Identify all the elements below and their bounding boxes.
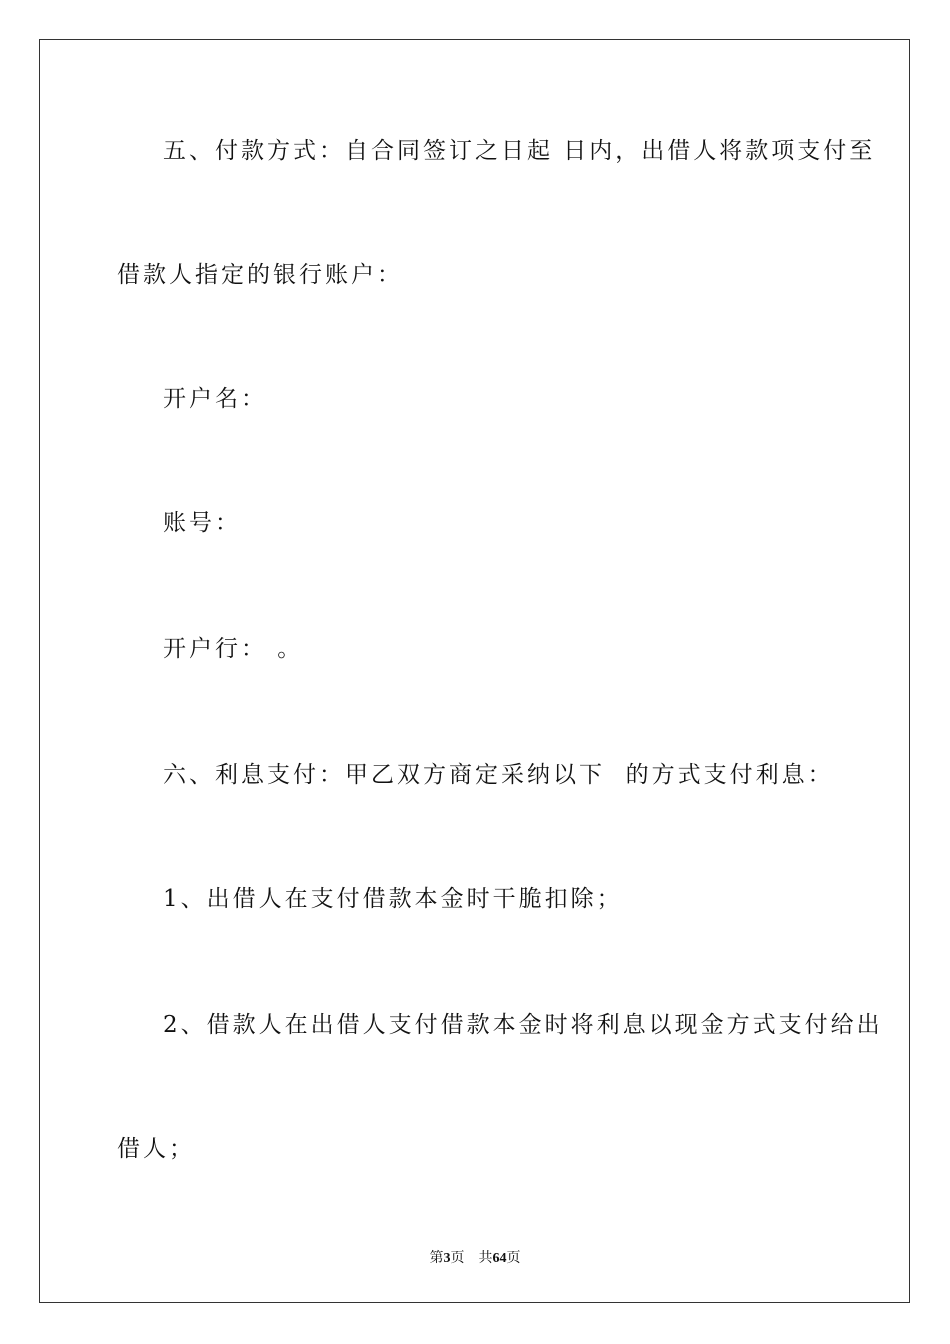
footer-total-suffix: 页 — [506, 1251, 521, 1266]
interest-option-2-continued: 借人； — [117, 1136, 195, 1162]
footer-page-suffix: 页 — [450, 1251, 465, 1266]
account-name-label: 开户名： — [163, 386, 267, 412]
footer-page-prefix: 第 — [429, 1251, 444, 1266]
paragraph-payment-method-continued: 借款人指定的银行账户： — [117, 262, 403, 288]
footer-page-number: 3 — [443, 1251, 451, 1266]
interest-option-2: 2、借款人在出借人支付借款本金时将利息以现金方式支付给出 — [163, 1012, 883, 1038]
page-footer — [0, 1247, 950, 1267]
interest-option-1: 1、出借人在支付借款本金时干脆扣除； — [163, 886, 623, 912]
account-number-label: 账号： — [163, 510, 241, 536]
bank-label: 开户行： 。 — [163, 636, 304, 662]
paragraph-payment-method: 五、付款方式：自合同签订之日起 日内，出借人将款项支付至 — [163, 138, 876, 164]
footer-total-pages: 64 — [492, 1251, 507, 1266]
page-border — [39, 39, 910, 1303]
footer-total-prefix: 共 — [478, 1251, 493, 1266]
paragraph-interest-payment: 六、利息支付：甲乙双方商定采纳以下 的方式支付利息： — [163, 762, 834, 788]
